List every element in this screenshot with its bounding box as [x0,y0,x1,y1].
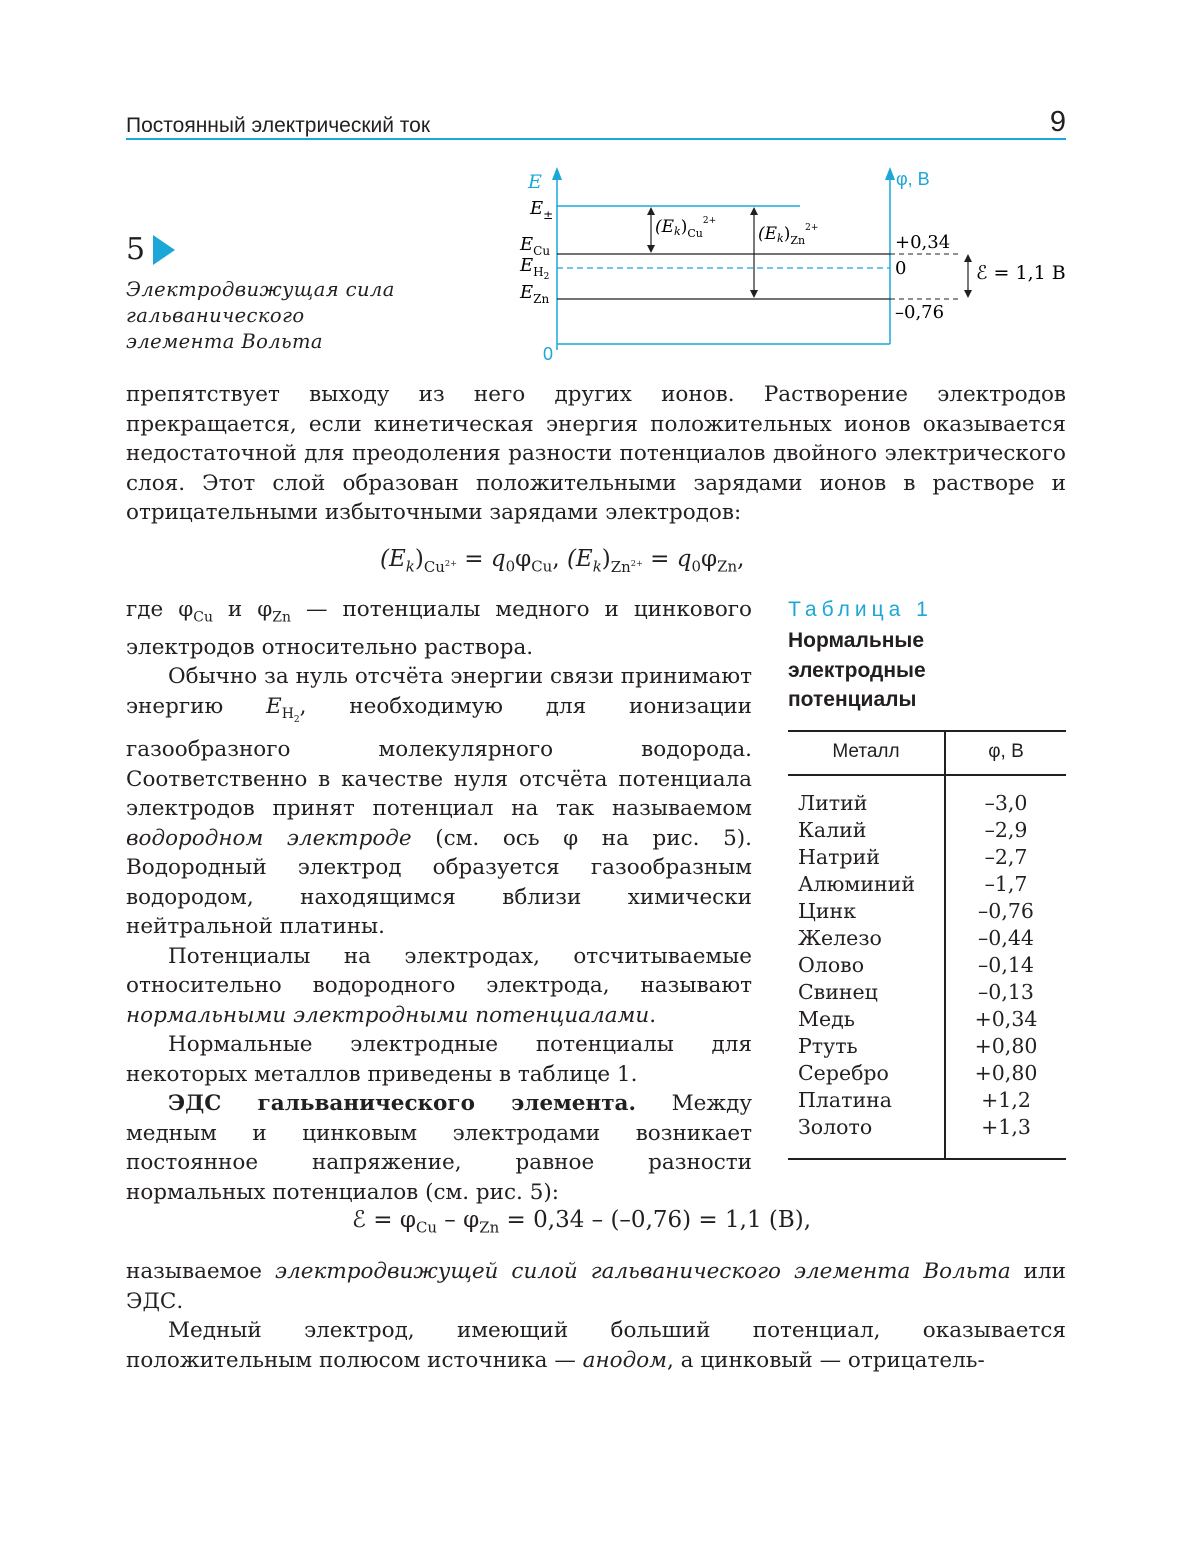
header-rule [126,138,1066,140]
table-body [788,790,1066,1141]
emf-label: ℰ = 1,1 В [976,262,1066,284]
paragraph-3: Обычно за нуль отсчёта энергии связи принимают энергию $E_{H_2}$, необходимую для ионизации газообразного молекулярного водорода. Соответственно в качестве нуля отсчёта потенциала электродов принят потенциал на так называемом водородном электроде (см. ось φ на рис. 5). Водородный электрод образуется газообразным водородом, находящимся вблизи химически нейтральной платины. [126,664,752,940]
metal-cell: Калий [798,818,867,842]
table-row [788,979,1066,1006]
origin-label: 0 [543,344,554,364]
paragraph-1-text: препятствует выходу из него других ионов. Растворение электродов прекращается, если кинетическая энергия положительных ионов оказывается недостаточной для преодоления разности потенциалов двойного электрического слоя. Этот слой образован положительными зарядами ионов в растворе и отрицательными избыточными зарядами электродов: [126,382,1066,525]
table-row [788,1114,1066,1141]
table-label: Таблица 1 [788,598,933,621]
table-row [788,1060,1066,1087]
potential-h2: 0 [895,258,907,279]
potentials-table [788,730,1066,1160]
label-e-pm: $E_\pm$ [530,198,554,222]
left-axis-arrow-icon [552,167,562,180]
paragraph-6: ЭДС гальванического элемента. Между медным и цинковым электродами возникает постоянное напряжение, равное разности нормальных потенциалов (см. рис. 5): [126,1091,752,1205]
figure-caption [126,232,406,355]
label-e-h2: $E_H2$ [520,255,550,282]
metal-cell: Цинк [798,899,857,923]
metal-cell: Золото [798,1115,873,1139]
metal-cell: Натрий [798,845,880,869]
formula-1: $(E_k)_{Cu^{2+}} = q_0\varphi_{Cu}$, $(E_k)_{Zn^{2+}} = q_0\varphi_{Zn}$, [380,546,745,576]
phi-cell: +0,34 [974,1007,1038,1031]
phi-cell: +0,80 [974,1061,1038,1085]
table-row [788,790,1066,817]
phi-cell: –2,9 [984,818,1028,842]
phi-cell: –2,7 [984,845,1028,869]
column-metal-header: Металл [832,741,900,762]
paragraph-5: Нормальные электродные потенциалы для некоторых металлов приведены в таблице 1. [126,1032,752,1087]
table-header [788,732,1066,776]
metal-cell: Серебро [798,1061,889,1085]
arrow-ek-cu-head-up [647,207,655,215]
table-title: Нормальные электродные потенциалы [788,629,926,711]
phi-cell: +1,3 [981,1115,1031,1139]
metal-cell: Платина [798,1088,893,1112]
phi-cell: –0,76 [978,899,1034,923]
label-e-zn: $E_{Zn}$ [520,282,550,306]
table-row [788,844,1066,871]
phi-cell: –1,7 [984,872,1028,896]
figure-number: 5 [126,232,146,267]
emf-arrow-head-up [964,254,972,262]
emf-arrow-head-down [964,290,972,298]
metal-cell: Алюминий [798,872,915,896]
phi-cell: +0,80 [974,1034,1038,1058]
metal-cell: Олово [798,953,865,977]
paragraph-1 [126,380,1066,528]
potential-cu: +0,34 [895,232,951,253]
arrow-ek-zn-head-down [750,290,758,298]
metal-cell: Железо [798,926,882,950]
table-row [788,898,1066,925]
axis-e-label: E [528,171,542,193]
table-row [788,952,1066,979]
paragraph-8: Медный электрод, имеющий больший потенциал, оказывается положительным полюсом источника — анодом, а цинковый — отрицатель- [126,1318,1066,1373]
label-ek-zn: $(Ek)_{Zn}^{2+}$ [758,223,819,247]
figure-title: Электродвижущая сила гальванического элемента Вольта [126,278,395,353]
phi-cell: +1,2 [981,1088,1031,1112]
phi-cell: –3,0 [984,791,1028,815]
energy-diagram [510,162,1080,372]
paragraph-4: Потенциалы на электродах, отсчитываемые относительно водородного электрода, называют нормальными электродными потенциалами. [126,943,752,1028]
table-row [788,817,1066,844]
phi-cell: –0,13 [978,980,1034,1004]
metal-cell: Свинец [798,980,878,1004]
phi-cell: –0,14 [978,953,1034,977]
metal-cell: Ртуть [798,1034,858,1058]
table-row [788,871,1066,898]
metal-cell: Литий [798,791,868,815]
paragraph-7: называемое электродвижущей силой гальванического элемента Вольта или ЭДС. [126,1259,1066,1314]
running-title: Постоянный электрический ток [126,114,431,137]
potential-zn: –0,76 [895,302,945,323]
label-ek-cu: $(Ek)_{Cu}^{2+}$ [655,216,717,240]
table-row [788,1006,1066,1033]
left-column [126,595,752,1207]
phi-cell: –0,44 [978,926,1034,950]
running-header [126,106,1066,140]
arrow-ek-cu-head-down [647,245,655,253]
label-e-cu: $E_{Cu}$ [520,234,551,258]
arrow-ek-zn-head-up [750,207,758,215]
column-phi-header: φ, В [988,741,1024,762]
metal-cell: Медь [798,1007,855,1031]
figure-arrow-icon [153,235,175,265]
paragraph-2: где $\varphi_{Cu}$ и $\varphi_{Zn}$ — потенциалы медного и цинкового электродов относительно раствора. [126,597,752,660]
table-row [788,1087,1066,1114]
table-row [788,925,1066,952]
table-row [788,1033,1066,1060]
bottom-text [126,1257,1066,1375]
page-number: 9 [1049,106,1066,138]
formula-2: ℰ = $\varphi_{Cu} - \varphi_{Zn} = 0,34 - (-0,76) = 1,1$ (В), [352,1207,812,1237]
axis-phi-label: φ, В [896,169,930,189]
right-axis-arrow-icon [885,167,895,180]
